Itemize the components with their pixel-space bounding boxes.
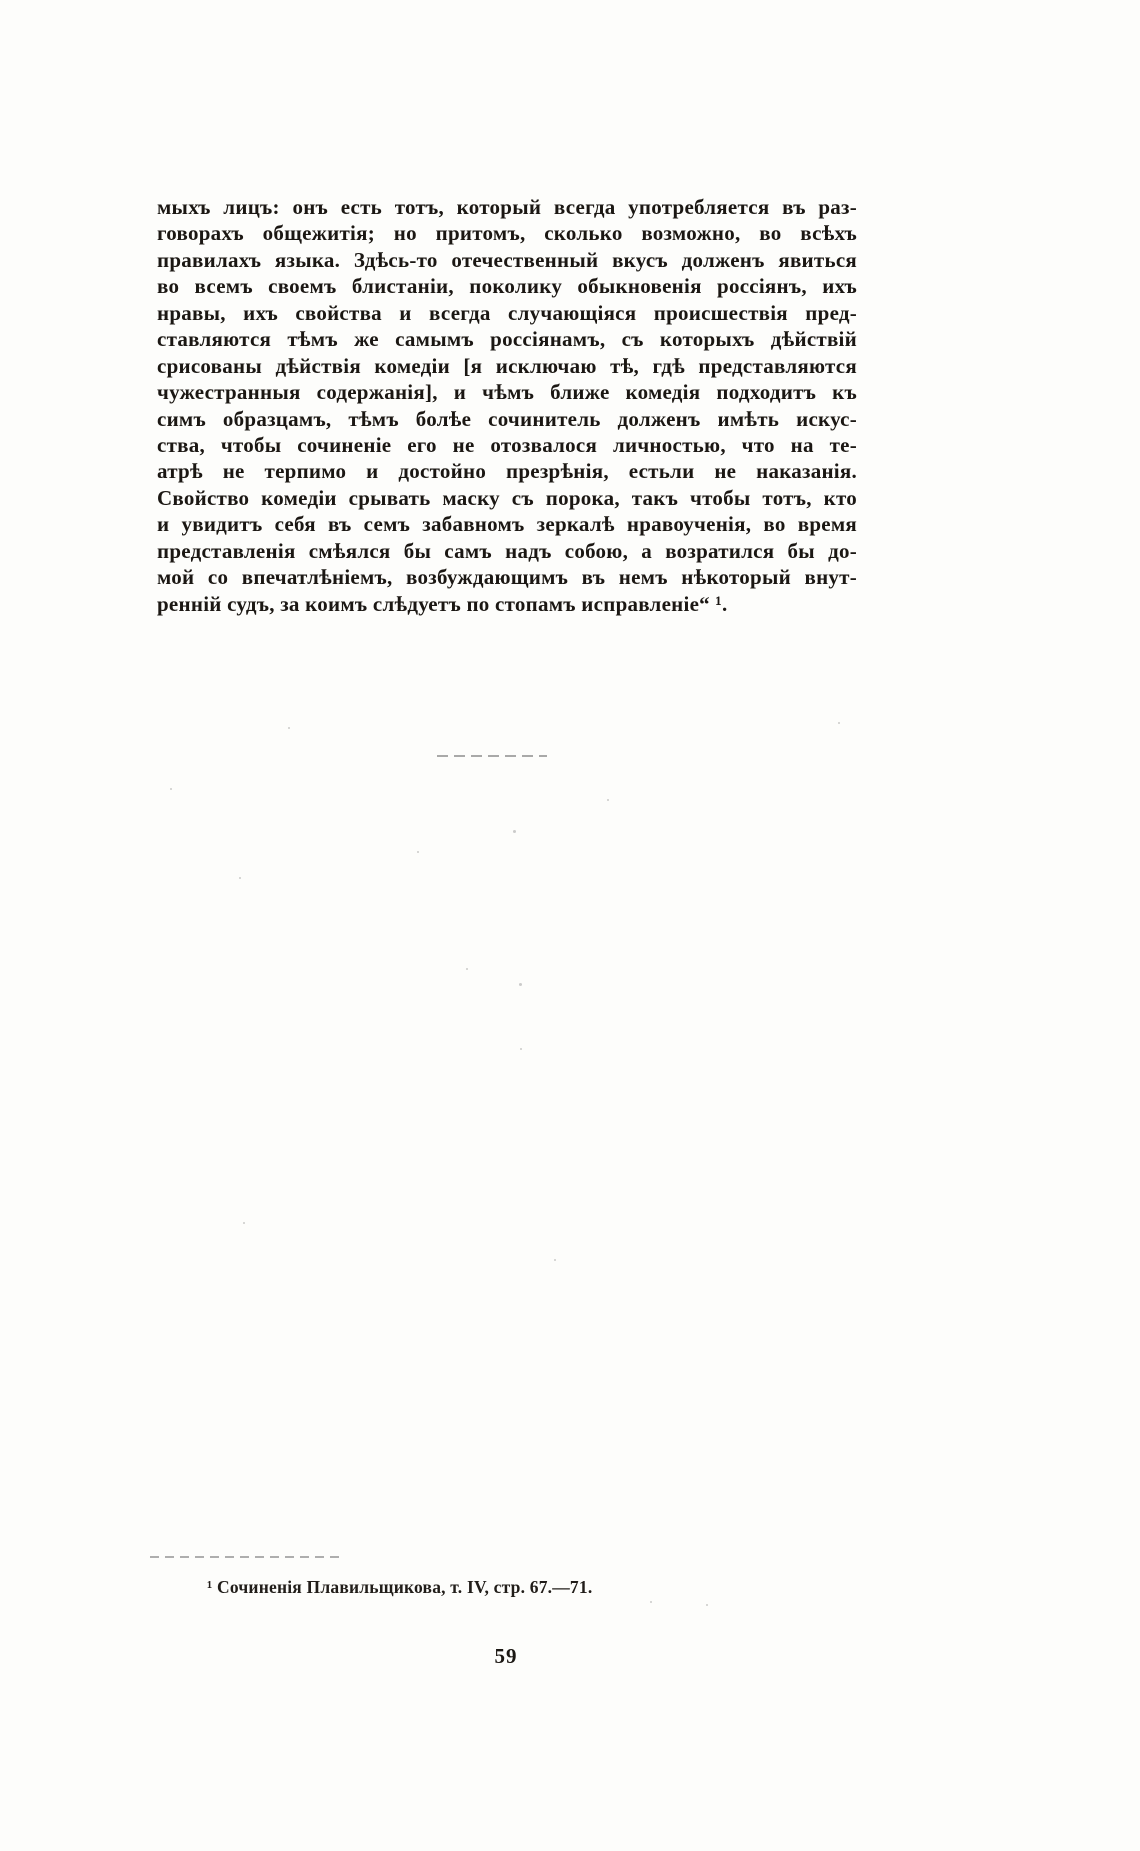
text-line: Свойство комедіи срывать маску съ порока, такъ чтобы тотъ, кто — [157, 485, 857, 510]
text-line: симъ образцамъ, тѣмъ болѣе сочинитель долженъ имѣть искус- — [157, 406, 857, 431]
text-line: срисованы дѣйствія комедіи [я исключаю тѣ, гдѣ представляются — [157, 353, 857, 378]
text-line: чужестранныя содержанія], и чѣмъ ближе комедія подходитъ къ — [157, 380, 857, 405]
scan-speck — [288, 727, 290, 729]
scan-speck — [838, 722, 840, 724]
scan-speck — [554, 1259, 556, 1261]
footnote-separator-rule — [150, 1556, 345, 1558]
scan-speck — [520, 1048, 522, 1050]
scan-speck — [650, 1601, 652, 1603]
text-line: говорахъ общежитія; но притомъ, сколько возможно, во всѣхъ — [157, 221, 857, 246]
text-line: во всемъ своемъ блистаніи, поколику обыкновенія россіянъ, ихъ — [157, 274, 857, 299]
text-line: мой со впечатлѣніемъ, возбуждающимъ въ немъ нѣкоторый внут- — [157, 565, 857, 590]
scan-speck — [417, 851, 419, 853]
scan-speck — [170, 788, 172, 790]
scan-speck — [706, 1604, 708, 1606]
scan-speck — [519, 983, 522, 986]
section-separator-rule — [437, 755, 547, 757]
scan-speck — [513, 830, 516, 833]
footnote: ¹ Сочиненія Плавильщикова, т. IV, стр. 67.—71. — [207, 1577, 593, 1597]
page-number: 59 — [494, 1644, 518, 1668]
text-line: атрѣ не терпимо и достойно презрѣнія, естьли не наказанія. — [157, 459, 857, 484]
text-line: ставляются тѣмъ же самымъ россіянамъ, съ которыхъ дѣйствій — [157, 327, 857, 352]
text-line: и увидитъ себя въ семъ забавномъ зеркалѣ нравоученія, во время — [157, 512, 857, 537]
main-text-block — [157, 194, 857, 617]
scan-speck — [243, 1222, 245, 1224]
scan-speck — [239, 877, 241, 879]
scan-speck — [466, 968, 468, 970]
text-line: ства, чтобы сочиненіе его не отозвалося личностью, что на те- — [157, 432, 857, 457]
text-line: правилахъ языка. Здѣсь-то отечественный вкусъ долженъ явиться — [157, 247, 857, 272]
scan-speck — [607, 799, 609, 801]
text-line: представленія смѣялся бы самъ надъ собою, а возратился бы до- — [157, 538, 857, 563]
text-line: мыхъ лицъ: онъ есть тотъ, который всегда употребляется въ раз- — [157, 195, 857, 219]
text-line: ренній судъ, за коимъ слѣдуетъ по стопамъ исправленіе“ ¹. — [157, 591, 728, 616]
text-line: нравы, ихъ свойства и всегда случающіяся происшествія пред- — [157, 300, 857, 325]
